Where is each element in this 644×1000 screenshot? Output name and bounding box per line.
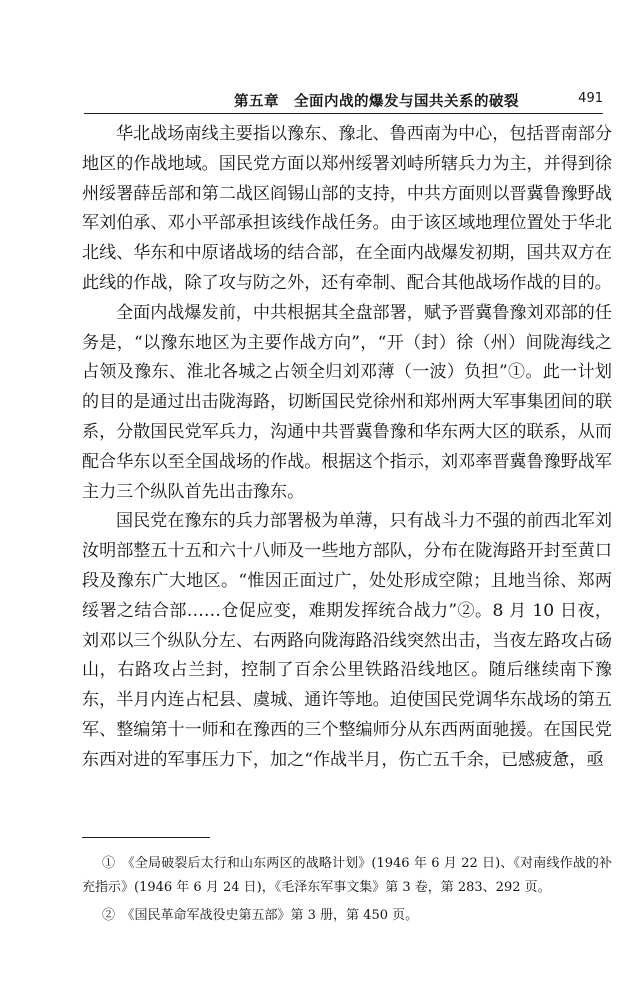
paragraph-2: 全面内战爆发前，中共根据其全盘部署，赋予晋冀鲁豫刘邓部的任务是，“以豫东地区为主要作战方向”，“开（封）徐（州）间陇海线之占领及豫东、淮北各城之占领全归刘邓薄（一波）负担”①。此一计划的目的是通过出击陇海路，切断国民党徐州和郑州两大军事集团间的联系，分散国民党军兵力，沟通中共晋冀鲁豫和华东两大区的联系，从而配合华东以至全国战场的作战。根据这个指示，刘邓率晋冀鲁豫野战军主力三个纵队首先出击豫东。 <box>82 302 612 502</box>
footnote-rule <box>82 837 210 838</box>
footnote-2: ② 《国民革命军战役史第五部》第 3 册，第 450 页。 <box>102 908 419 923</box>
page-number: 491 <box>578 91 603 106</box>
running-head <box>84 90 603 112</box>
footnote-1: ① 《全局破裂后太行和山东两区的战略计划》(1946 年 6 月 22 日)、《对南线作战的补充指示》(1946 年 6 月 24 日)，《毛泽东军事文集》第 3 卷，第 283、292 页。 <box>82 856 612 895</box>
paragraph-1: 华北战场南线主要指以豫东、豫北、鲁西南为中心，包括晋南部分地区的作战地域。国民党方面以郑州绥署刘峙所辖兵力为主，并得到徐州绥署薛岳部和第二战区阎锡山部的支持，中共方面则以晋冀鲁豫野战军刘伯承、邓小平部承担该线作战任务。由于该区域地理位置处于华北北线、华东和中原诸战场的结合部，在全面内战爆发初期，国共双方在此线的作战，除了攻与防之外，还有牵制、配合其他战场作战的目的。 <box>82 124 612 293</box>
footnotes <box>82 852 612 932</box>
body-text <box>82 120 612 776</box>
paragraph-3: 国民党在豫东的兵力部署极为单薄，只有战斗力不强的前西北军刘汝明部整五十五和六十八师及一些地方部队，分布在陇海路开封至黄口段及豫东广大地区。“惟因正面过广，处处形成空隙；且地当徐、郑两绥署之结合部……仓促应变，难期发挥统合战力”②。8 月 10 日夜，刘邓以三个纵队分左、右两路向陇海路沿线突然出击，当夜左路攻占砀山，右路攻占兰封，控制了百余公里铁路沿线地区。随后继续南下豫东，半月内连占杞县、虞城、通许等地。迫使国民党调华东战场的第五军、整编第十一师和在豫西的三个整编师分从东西两面驰援。在国民党东西对进的军事压力下，加之“作战半月，伤亡五千余，已感疲惫，亟 <box>82 511 612 770</box>
header-rule <box>84 113 603 114</box>
chapter-title: 第五章 全面内战的爆发与国共关系的破裂 <box>234 93 519 110</box>
